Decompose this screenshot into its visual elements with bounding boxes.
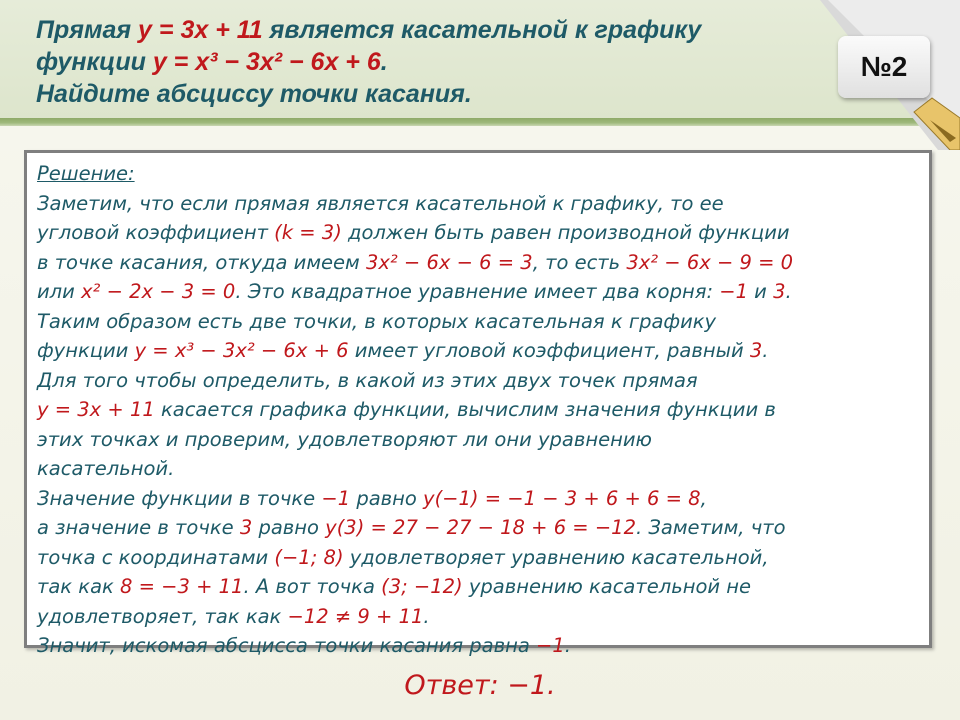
solution-line: Значит, искомая абсцисса точки касания равна −1. bbox=[37, 634, 571, 657]
solution-line: y = 3x + 11 касается графика функции, вычислим значения функции в bbox=[37, 398, 776, 421]
solution-line: угловой коэффициент (k = 3) должен быть равен производной функции bbox=[37, 221, 790, 244]
solution-line: функции y = x³ − 3x² − 6x + 6 имеет угловой коэффициент, равный 3. bbox=[37, 339, 769, 362]
solution-line: точка с координатами (−1; 8) удовлетворяет уравнению касательной, bbox=[37, 545, 769, 569]
solution-line: в точке касания, откуда имеем 3x² − 6x − 6 = 3, то есть 3x² − 6x − 9 = 0 bbox=[37, 250, 794, 274]
solution-text bbox=[37, 159, 921, 661]
title-line-1: Прямая y = 3x + 11 является касательной к графику bbox=[36, 16, 702, 44]
solution-line: Значение функции в точке −1 равно y(−1) = −1 − 3 + 6 + 6 = 8, bbox=[37, 486, 707, 510]
answer-text: Ответ: −1. bbox=[404, 670, 556, 701]
solution-line: удовлетворяет, так как −12 ≠ 9 + 11. bbox=[37, 604, 430, 628]
title-line-2: функции y = x³ − 3x² − 6x + 6. bbox=[36, 48, 388, 76]
solution-line: этих точках и проверим, удовлетворяют ли они уравнению bbox=[37, 427, 652, 451]
solution-line: Для того чтобы определить, в какой из этих двух точек прямая bbox=[37, 368, 698, 392]
solution-line: касательной. bbox=[37, 457, 175, 480]
solution-panel bbox=[24, 150, 932, 657]
solution-line: а значение в точке 3 равно y(3) = 27 − 27 − 18 + 6 = −12. Заметим, что bbox=[37, 516, 786, 539]
solution-line: Таким образом есть две точки, в которых касательная к графику bbox=[37, 309, 717, 333]
solution-line: Заметим, что если прямая является касательной к графику, то ее bbox=[37, 191, 724, 215]
solution-line: так как 8 = −3 + 11. А вот точка (3; −12) уравнению касательной не bbox=[37, 575, 751, 598]
problem-title bbox=[36, 14, 816, 110]
title-line-3: Найдите абсциссу точки касания. bbox=[36, 80, 472, 108]
solution-heading: Решение: bbox=[37, 162, 135, 185]
problem-number-badge: №2 bbox=[838, 36, 930, 98]
solution-line: или x² − 2x − 3 = 0. Это квадратное уравнение имеет два корня: −1 и 3. bbox=[37, 280, 792, 303]
